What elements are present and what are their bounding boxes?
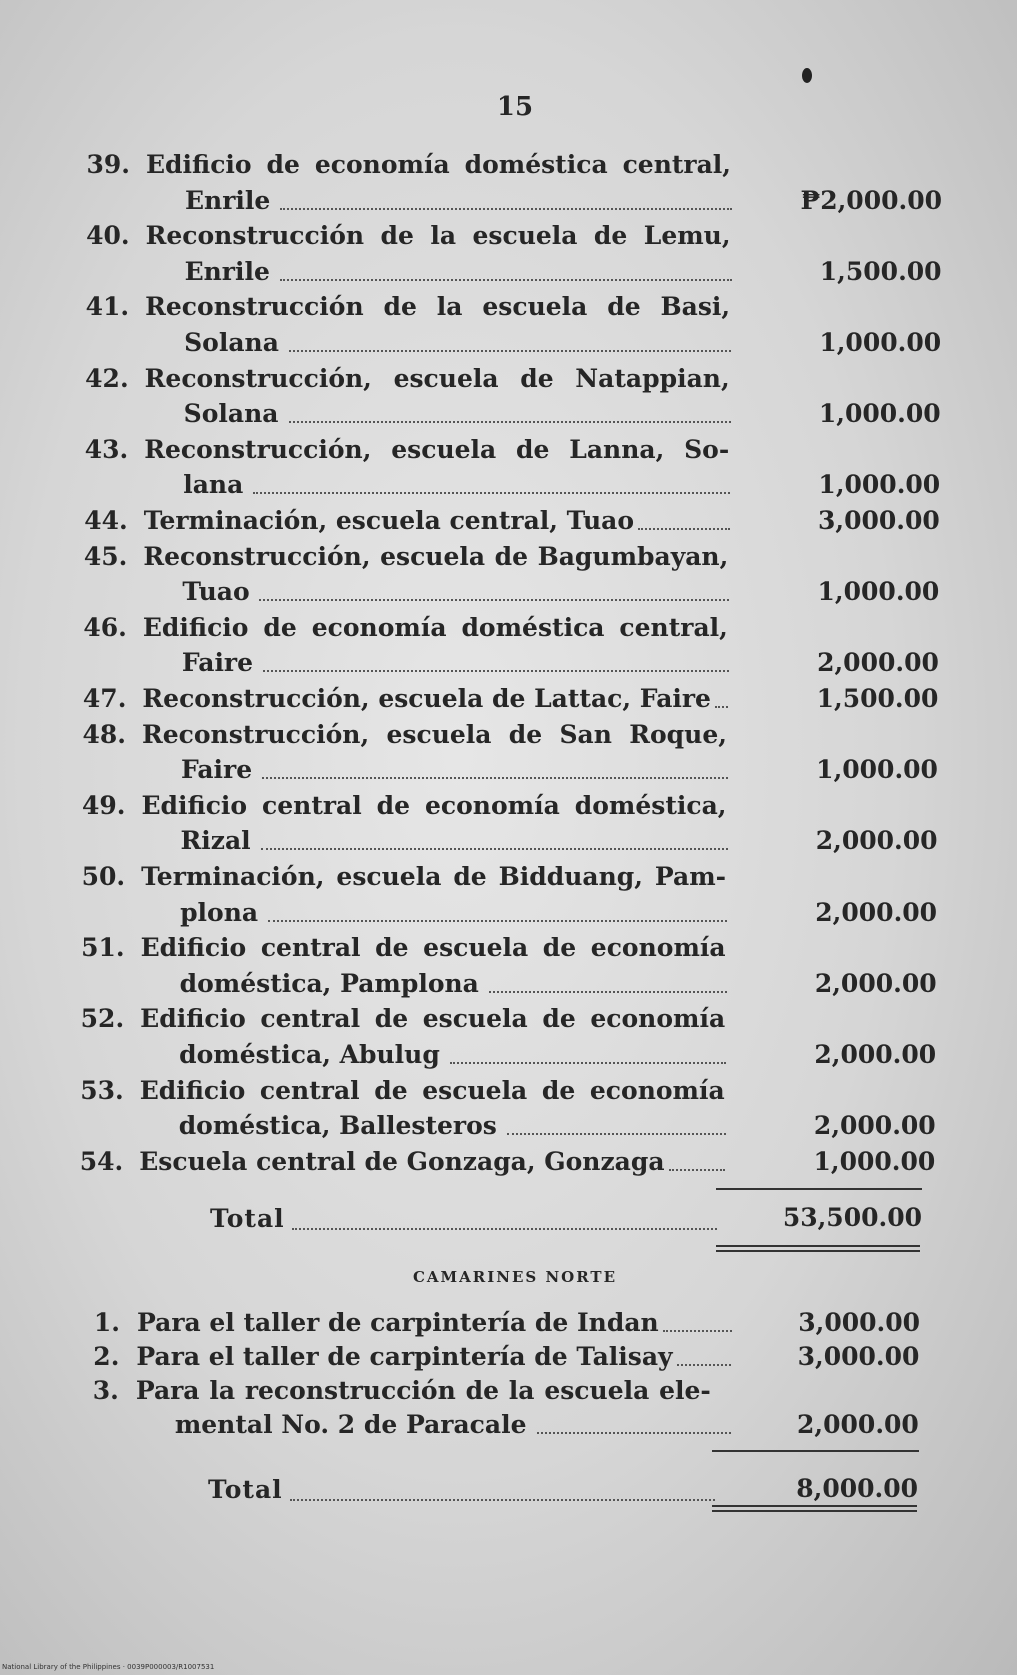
dot-leader — [292, 1228, 717, 1230]
total-amount: 53,500.00 — [782, 1203, 922, 1232]
dot-leader — [262, 777, 728, 779]
item-description: Edificio de economía doméstica central, — [142, 612, 728, 642]
item-description: Edificio central de escuela de economía — [140, 1004, 726, 1034]
dot-leader — [268, 920, 727, 922]
item-description: Reconstrucción, escuela de Natappian, — [144, 363, 730, 393]
dot-leader — [290, 1499, 715, 1501]
item-description-continued: doméstica, Pamplona — [179, 968, 479, 998]
item-number: 41. — [85, 292, 130, 322]
item-amount: 1,500.00 — [819, 256, 942, 286]
item-number: 40. — [86, 221, 130, 251]
item-amount: 2,000.00 — [814, 1039, 937, 1069]
item-description-continued: Rizal — [180, 826, 251, 856]
rule-line — [712, 1510, 917, 1512]
item-description: Edificio de economía doméstica central, — [146, 150, 731, 179]
item-description: Reconstrucción de la escuela de Lemu, — [145, 221, 731, 251]
dot-leader — [253, 492, 730, 494]
item-description: Reconstrucción, escuela de Lanna, So- — [144, 434, 730, 464]
item-description-continued: Solana — [183, 399, 279, 429]
item-description-continued: Faire — [181, 648, 254, 678]
item-number: 44. — [84, 506, 128, 535]
item-description-continued: Solana — [184, 327, 279, 357]
item-description-continued: Tuao — [182, 577, 250, 607]
dot-leader — [280, 208, 732, 210]
item-description: Escuela central de Gonzaga, Gonzaga — [139, 1146, 665, 1176]
item-number: 46. — [83, 612, 127, 642]
item-amount: 3,000.00 — [798, 1308, 920, 1337]
dot-leader — [261, 848, 728, 850]
item-description-continued: Enrile — [184, 256, 270, 286]
item-amount: 2,000.00 — [813, 1111, 936, 1141]
page-number: 15 — [496, 92, 534, 122]
item-number: 3. — [92, 1376, 119, 1405]
item-number: 51. — [81, 933, 125, 963]
item-number: 47. — [82, 684, 127, 713]
item-number: 1. — [93, 1308, 120, 1337]
item-number: 52. — [80, 1004, 125, 1034]
item-amount: 1,000.00 — [818, 470, 941, 500]
item-description: Edificio central de escuela de economía — [139, 1075, 725, 1105]
dot-leader — [489, 991, 727, 993]
item-number: 49. — [82, 790, 126, 820]
item-description: Para la reconstrucción de la escuela ele- — [135, 1376, 711, 1405]
rule-line — [716, 1245, 920, 1247]
item-number: 54. — [79, 1146, 124, 1176]
item-description: Reconstrucción, escuela de Bagumbayan, — [143, 541, 729, 571]
item-description-continued: lana — [183, 470, 244, 500]
item-description: Edificio central de economía doméstica, — [141, 790, 727, 820]
item-description: Edificio central de escuela de economía — [140, 933, 726, 963]
item-amount: 2,000.00 — [797, 1410, 919, 1439]
item-description: Terminación, escuela de Bidduang, Pam- — [141, 862, 727, 891]
item-description: Terminación, escuela central, Tuao — [143, 506, 635, 535]
dot-leader — [259, 599, 729, 601]
item-amount: 3,000.00 — [817, 506, 940, 535]
item-description: Para el taller de carpintería de Talisay — [136, 1342, 673, 1371]
rule-line — [712, 1450, 919, 1452]
item-amount: 1,000.00 — [817, 577, 940, 607]
item-description-continued: doméstica, Ballesteros — [178, 1111, 497, 1141]
item-amount: 1,000.00 — [819, 327, 942, 357]
item-amount: 1,000.00 — [816, 755, 938, 785]
item-amount: 1,000.00 — [818, 399, 941, 429]
item-amount: 2,000.00 — [814, 968, 937, 998]
item-description-continued: Faire — [180, 755, 253, 785]
dot-leader — [450, 1062, 726, 1064]
item-description-continued: plona — [180, 897, 259, 927]
item-description: Reconstrucción, escuela de San Roque, — [141, 719, 727, 749]
item-amount: 1,000.00 — [813, 1146, 936, 1176]
rule-line — [716, 1250, 920, 1252]
dot-leader — [638, 528, 730, 530]
item-amount: 3,000.00 — [797, 1342, 920, 1371]
item-amount: 2,000.00 — [815, 826, 938, 856]
item-number: 50. — [81, 862, 126, 891]
dot-leader — [507, 1133, 726, 1135]
item-description: Reconstrucción, escuela de Lattac, Faire — [142, 684, 711, 713]
item-amount: ₱2,000.00 — [800, 185, 942, 215]
item-description-continued: doméstica, Abulug — [179, 1039, 440, 1069]
item-number: 42. — [85, 363, 129, 393]
dot-leader — [289, 421, 731, 423]
item-description: Para el taller de carpintería de Indan — [137, 1308, 659, 1337]
item-number: 53. — [80, 1075, 124, 1105]
total-label: Total — [210, 1204, 285, 1233]
item-number: 2. — [93, 1342, 120, 1371]
item-description: Reconstrucción de la escuela de Basi, — [145, 292, 731, 322]
rule-line — [716, 1188, 922, 1190]
section-heading: CAMARINES NORTE — [412, 1268, 618, 1286]
dot-leader — [280, 279, 732, 281]
item-number: 45. — [83, 541, 128, 571]
total-amount: 8,000.00 — [796, 1474, 918, 1503]
item-amount: 2,000.00 — [817, 648, 939, 678]
dot-leader — [289, 350, 731, 352]
item-number: 43. — [84, 434, 129, 464]
dot-leader — [263, 670, 729, 672]
item-amount: 1,500.00 — [816, 684, 939, 713]
total-label: Total — [208, 1475, 283, 1504]
item-number: 39. — [86, 150, 130, 179]
ink-blot — [802, 68, 812, 83]
rule-line — [712, 1505, 917, 1507]
item-description-continued: Enrile — [185, 185, 271, 215]
item-amount: 2,000.00 — [815, 897, 938, 927]
library-footer: National Library of the Philippines · 0039P000003/R1007531 — [2, 1663, 215, 1671]
item-description-continued: mental No. 2 de Paracale — [174, 1410, 527, 1439]
item-number: 48. — [82, 719, 126, 749]
